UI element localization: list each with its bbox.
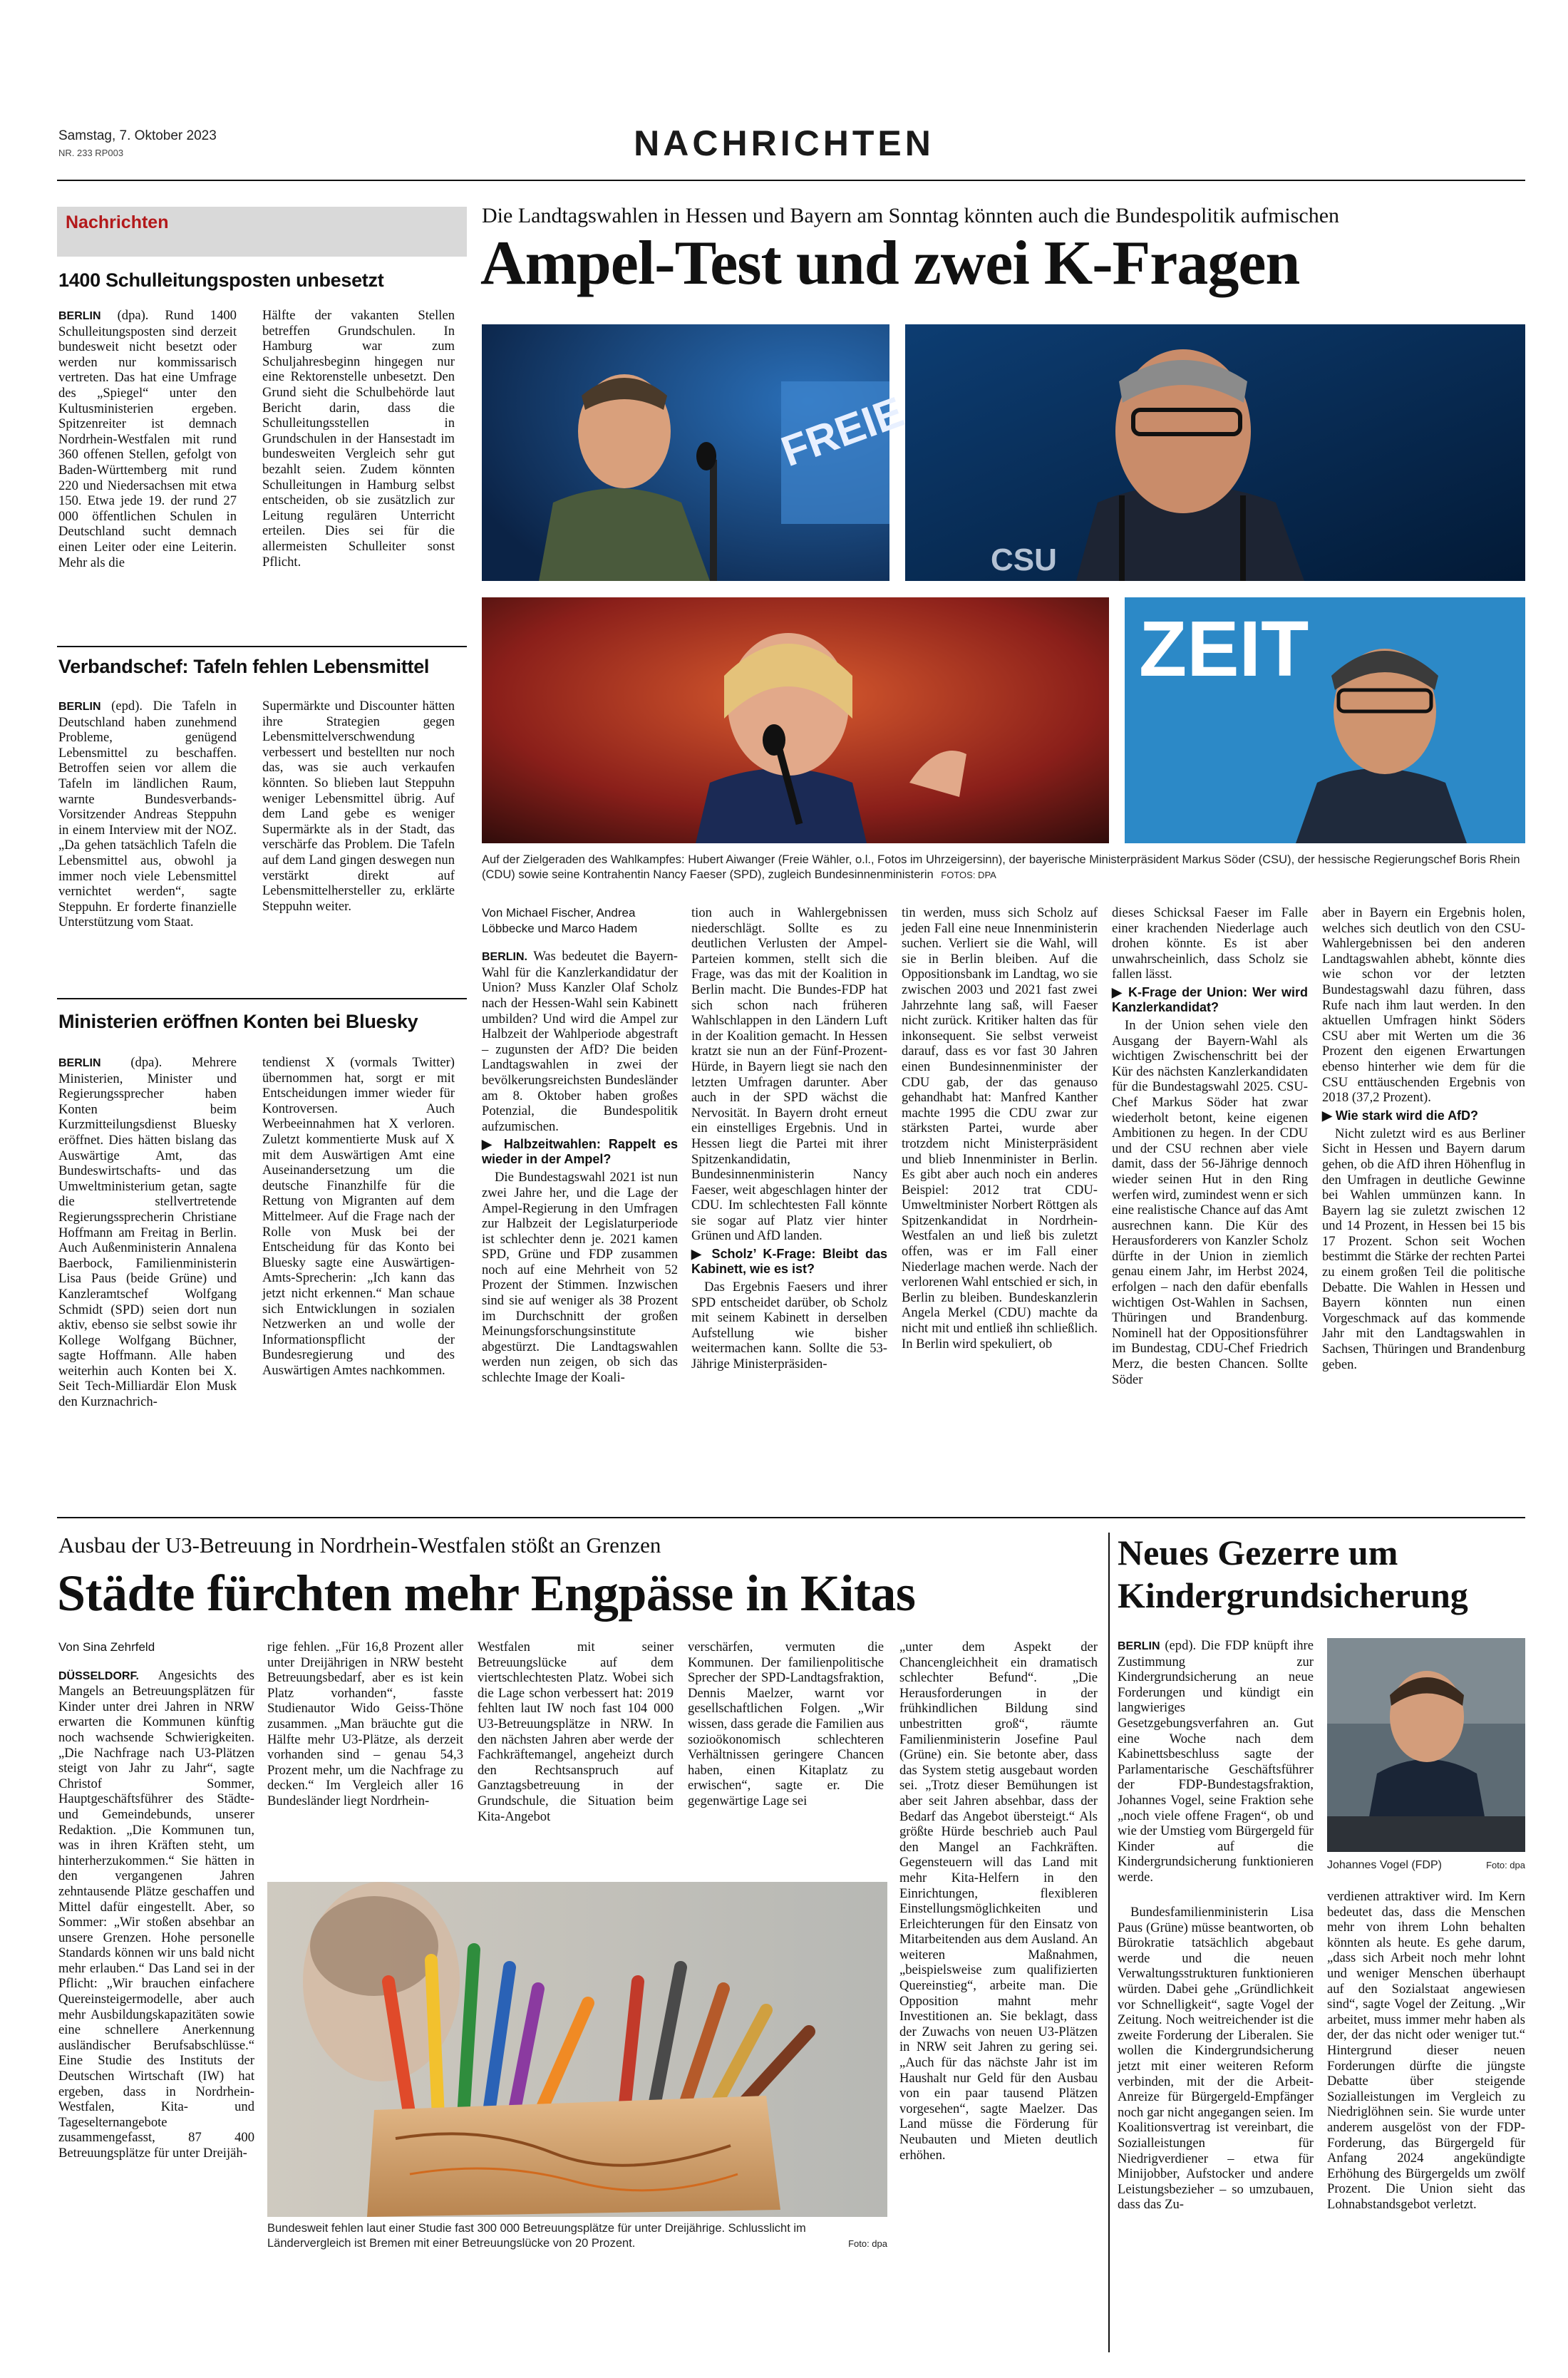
photo-soeder [905, 324, 1525, 581]
dateline: BERLIN [1118, 1640, 1160, 1652]
kitas-kicker: Ausbau der U3-Betreuung in Nordrhein-Westfalen stößt an Grenzen [58, 1533, 661, 1558]
photo-vogel [1327, 1638, 1525, 1852]
agency: (dpa). [130, 1055, 163, 1070]
caption-text: Bundesweit fehlen laut einer Studie fast 300 000 Betreuungsplätze für unter Dreijährige. Schlusslicht im Ländervergleich ist Bremen mit einer Betreuungslücke von 20 Prozent. [267, 2222, 806, 2250]
column-divider [1108, 1533, 1110, 2352]
photo-sign-text: ZEIT [1139, 605, 1309, 693]
lead-col1 [482, 905, 678, 1504]
kitas-col5 [899, 1640, 1098, 2352]
photo-credit: Foto: dpa [1486, 1860, 1525, 1870]
kitas-col1 [58, 1640, 254, 2352]
edition-number: NR. 233 RP003 [58, 148, 124, 158]
story-text: dieses Schicksal Faeser im Falle einer krachenden Niederlage auch drohen könnte. Es ist aber unwahrscheinlich, dass Scholz sie fallen lässt. [1112, 905, 1308, 982]
kinder-photo-caption [1327, 1858, 1525, 1873]
section-title: NACHRICHTEN [634, 123, 934, 163]
story-schulleitung-col2 [262, 308, 455, 636]
story-text: verschärfen, vermuten die Kommunen. Der familienpolitische Sprecher der SPD-Landtagsfraktion, Dennis Maelzer, warnt vor gesellschaftlichen Folgen. „Wir wissen, dass gerade die Familien aus sozioökonomisch schlechteren Verhältnissen geringere Chancen haben, einen Kitaplatz zu erwischen“, sagte er. Die gegenwärtige Lage sei [688, 1640, 884, 1808]
story-text: Das Ergebnis Faesers und ihrer SPD entscheidet darüber, ob Scholz mit seinem Kabinett in derselben Aufstellung wie bisher weitermachen kann. Sollte die 53-Jährige Ministerpräsiden- [691, 1280, 887, 1372]
agency: (dpa). [117, 308, 149, 323]
story-text: aber in Bayern ein Ergebnis holen, welches sich deutlich von den CSU-Wahlergebnissen bei den anderen Landtagswahlen abhebt, könnte dies wie schon vor der letzten Bundestagswahl dazu führen, dass Rufe nach ihm laut werden. In den aktuellen Umfragen hinkt Söders CSU aber mit Werten um die 36 Prozent den eigenen Erwartungen ebenso hinterher wie dem für die CSU enttäuschenden Ergebnis von 2018 (37,2 Prozent). [1322, 905, 1525, 1106]
sidebar-label: Nachrichten [66, 212, 169, 232]
caption-text: Johannes Vogel (FDP) [1327, 1859, 1442, 1871]
photo-sign-text: CSU [991, 542, 1057, 577]
byline: Von Sina Zehrfeld [58, 1640, 155, 1654]
story-text: Hälfte der vakanten Stellen betreffen Grundschulen. In Hamburg war zum Schuljahresbeginn hingegen nur eine Rektorenstelle unbesetzt. Den Grund sieht die Schulbehörde laut Bericht darin, dass die Schulleitungsstellen in Grundschulen in der Hansestadt im bundesweiten Vergleich sehr gut bezahlt seien. Zudem könnten Schulleitungen in Hamburg selbst entscheiden, ob sie zusätzlich zur Leitung regulären Unterricht erteilen. Dies sei für die allermeisten Schulleiter sonst Pflicht. [262, 308, 455, 570]
dateline: BERLIN. [482, 951, 527, 964]
masthead-rule [57, 180, 1525, 181]
photo-credit: Foto: dpa [848, 2238, 887, 2249]
story-schulleitung-col1 [58, 308, 237, 636]
lead-col4 [1112, 905, 1308, 1504]
story-text: Die Bundestagswahl 2021 ist nun zwei Jahre her, und die Lage der Ampel-Regierung in den Umfragen zur Halbzeit der Legislaturperiode ist schlechter denn je. 2021 kamen SPD, Grüne und FDP zusammen noch auf eine Mehrheit von 52 Prozent der Stimmen. Inzwischen sind sie auf weniger als 38 Prozent im Durchschnitt der großen Meinungsforschungsinstitute abgestürzt. Die Landtagswahlen werden nun zeigen, ob sich das schlechte Image der Koali- [482, 1170, 678, 1386]
caption-text: Auf der Zielgeraden des Wahlkampfes: Hubert Aiwanger (Freie Wähler, o.l., Fotos im Uhrzeigersinn), der bayerische Ministerpräsident Markus Söder (CSU), der hessische Regierungschef Boris Rhein (CDU) sowie seine Kontrahentin Nancy Faeser (SPD), zugleich Bundesinnenministerin [482, 853, 1520, 881]
story-text: Was bedeutet die Bayern-Wahl für die Kanzlerkandidatur der Union? Muss Kanzler Olaf Scholz nach der Hessen-Wahl sein Kabinett umbilden? Und wird die Ampel zur Halbzeit der Wahlperiode abgestraft – zugunsten der AfD? Die beiden Landtagswahlen in zwei der bevölkerungsreichsten Bundesländer am 8. Oktober haben großes Potenzial, die Bundespolitik aufzumischen. [482, 949, 679, 1134]
kitas-photo-caption [267, 2221, 887, 2251]
story-text: Supermärkte und Discounter hätten ihre Strategien gegen Lebensmittelverschwendung verbessert und bestellten nur noch das, was sie auch verkaufen könnten. So blieben laut Steppuhn weniger Lebensmittel übrig. Auf dem Land gebe es weniger Supermärkte als in der Stadt, das verschärfe das Problem. Die Tafeln auf dem Land gingen deswegen nun verstärkt direkt auf Lebensmittelhersteller zu, erklärte Steppuhn weiter. [262, 699, 455, 914]
story-bluesky-col2 [262, 1055, 455, 1472]
agency: (epd). [111, 699, 143, 714]
subheading: ▶ K-Frage der Union: Wer wird Kanzlerkandidat? [1112, 984, 1308, 1014]
story-text: Mehrere Ministerien, Minister und Regierungssprecher haben Konten beim Kurzmitteilungsdienst Bluesky eröffnet. Dies hätten bislang das Auswärtige Amt, das Bundeswirtschafts- und das Umweltministerium getan, sagte die stellvertretende Regierungssprecherin Christiane Hoffmann am Freitag in Berlin. Auch Außenministerin Annalena Baerbock, Familienministerin Lisa Paus (beide Grüne) und Kanzleramtschef Wolfgang Schmidt (SPD) seien dort nun aktiv, ebenso sie selbst sowie ihr Kollege Wolfgang Büchner, sagte Hoffmann. Alle haben weiterhin auch Konten bei X. Seit Tech-Milliardär Elon Musk den Kurznachrich- [58, 1055, 237, 1410]
dateline: DÜSSELDORF. [58, 1669, 139, 1682]
divider [57, 998, 467, 999]
byline: Von Michael Fischer, Andrea Löbbecke und Marco Hadem [482, 906, 638, 935]
story-text: Die FDP knüpft ihre Zustimmung zur Kindergrundsicherung an neue Forderungen und kündigt ein langwieriges Gesetzgebungsverfahren an. Gut eine Woche nach dem Kabinettsbeschluss sagte der Parlamentarische Geschäftsführer der FDP-Bundestagsfraktion, Johannes Vogel, seine Fraktion sehe „noch viele offene Fragen“, ob und wie der Umstieg vom Bürgergeld für Kinder auf die Kindergrundsicherung funktionieren werde. [1118, 1638, 1314, 1885]
photo-sign-text: FREIE [775, 387, 910, 476]
photo-aiwanger [482, 324, 910, 581]
dateline: BERLIN [58, 1057, 101, 1069]
story-text: tendienst X (vormals Twitter) übernommen hat, sorgt er mit Entscheidungen immer wieder für Kontroversen. Auch Werbeeinnahmen hat X verloren. Zuletzt kommentierte Musk auf X mit dem Auswärtigen Amt eine Auseinandersetzung um die deutsche Finanzhilfe für die Rettung von Migranten auf dem Mittelmeer. Auf die Frage nach der Rolle von Musk bei der Entscheidung für das Konto bei Bluesky sagte eine Auswärtigen-Amts-Sprecherin: „Ich kann das jetzt nicht erkennen.“ Man schaue sich Entwicklungen in sozialen Netzwerken an und wolle der Informationspflicht der Bundesregierung und des Auswärtigen Amtes nachkommen. [262, 1055, 455, 1378]
kitas-col4 [688, 1640, 884, 1875]
photo-crayons [267, 1882, 887, 2217]
story-bluesky-col1 [58, 1055, 237, 1472]
story-text: In der Union sehen viele den Ausgang der Bayern-Wahl als wichtigen Zwischenschritt bei der Kür des nächsten Kanzlerkandidaten für die Bundestagswahl 2025. CSU-Chef Markus Söder hat zwar wiederholt betont, keine eigenen Ambitionen zu hegen. In der CDU und der CSU rechnen aber viele damit, dass der 56-Jährige dennoch wieder seinen Hut in den Ring werfen wird, zumindest wenn er sich eine realistische Chance auf das Amt ausrechnen kann. Die Kür des Herausforderers von Kanzler Scholz dürfte in der Union in ziemlich genau einem Jahr, im Herbst 2024, erfolgen – nach den dafür ebenfalls wichtigen Ost-Wahlen in Sachsen, Thüringen und Brandenburg. Nominell hat der Oppositionsführer im Bundestag, CDU-Chef Friedrich Merz, die besten Chancen. Sollte Söder [1112, 1017, 1308, 1387]
story-text: tion auch in Wahlergebnissen niederschlägt. Sollte es zu deutlichen Verlusten der Ampel-Parteien kommen, stellt sich die Frage, was das mit der Koalition in Berlin macht. Die Bundes-FDP hat sich schon nach früheren Wahlschlappen in den Ländern Luft in der Koalition gemacht. In Hessen kratzt sie nun an der Fünf-Prozent-Hürde, in Bayern liegt sie nach den letzten Umfragen darunter. Aber auch in der SPD wächst die Nervosität. In Bayern droht erneut ein einstelliges Ergebnis. Und in Hessen liegt die Partei mit ihrer Spitzenkandidatin, Bundesinnenministerin Nancy Faeser, weit abgeschlagen hinter der CDU. Im schlechtesten Fall könnte sie sogar auf Platz vier hinter Grünen und AfD landen. [691, 905, 887, 1244]
kinder-col2 [1327, 1889, 1525, 2352]
story-headline-tafeln: Verbandschef: Tafeln fehlen Lebensmittel [58, 656, 430, 677]
kitas-col2 [267, 1640, 463, 1875]
dateline: BERLIN [58, 701, 101, 713]
story-text: Die Tafeln in Deutschland haben zunehmend Probleme, genügend Lebensmittel zu beschaffen. Betroffen seien vor allem die Tafeln im ländlichen Raum, warnte Bundesverbands-Vorsitzender Andreas Steppuhn in einem Interview mit der NOZ. „Da gehen tatsächlich Tafeln die Lebensmittel aus, obwohl ja immer noch viele Lebensmittel vernichtet werden“, sagte Steppuhn. Er forderte finanzielle Unterstützung vom Staat. [58, 699, 237, 930]
kinder-headline: Neues Gezerre um Kindergrundsicherung [1118, 1533, 1468, 1615]
lead-kicker: Die Landtagswahlen in Hessen und Bayern am Sonntag könnten auch die Bundespolitik aufmischen [482, 204, 1340, 227]
story-text: „unter dem Aspekt der Chancengleichheit ein dramatisch schlechter Befund“. „Die Herausforderungen in der frühkindlichen Bildung sind unbestritten groß“, räumte Familienministerin Josefine Paul (Grüne) ein. Sie betonte aber, dass das System stetig ausgebaut worden sei. „Trotz dieser Bemühungen ist aber seit Jahren absehbar, dass der Bedarf das Angebot übersteigt.“ Als größte Hürde beschrieb auch Paul den Mangel an Fachkräften. Gegensteuern will das Land mit mehr Kita-Helfern in den Einrichtungen, flexibleren Einstellungsmöglichkeiten und Erleichterungen für den Einsatz von Mitarbeitenden aus dem Ausland. An weiteren Maßnahmen, „beispielsweise zum qualifizierten Quereinstieg“, arbeite man. Die Opposition mahnt mehr Investitionen an. Sie beklagt, dass der Zuwachs von neuen U3-Plätzen in NRW seit Jahren zu gering sei. „Auch für das nächste Jahr ist im Haushalt nur Geld für den Ausbau von ein paar tausend Plätzen vorgesehen“, sagte Maelzer. Das Land müsse die Förderung für Neubauten und Mieten deutlich erhöhen. [899, 1640, 1098, 2163]
dateline: BERLIN [58, 310, 101, 322]
lead-col2 [691, 905, 887, 1504]
lead-photo-caption [482, 853, 1525, 882]
page-date: Samstag, 7. Oktober 2023 [58, 128, 217, 143]
story-text: verdienen attraktiver wird. Im Kern bedeutet das, dass die Menschen mehr von ihrem Lohn behalten könnten als heute. Es gehe darum, „dass sich Arbeit noch mehr lohnt und weniger Menschen überhaupt auf den Sozialstaat angewiesen sind“, sagte Vogel der Zeitung. „Wir arbeitet, muss immer mehr haben als der, der das nicht oder weniger tut.“ Hintergrund dieser neuen Forderungen dürfte die jüngste Debatte über steigende Sozialleistungen im Vergleich zu Niedriglöhnen sein. Sie wurde unter anderem ausgelöst von der FDP-Forderung, das Bürgergeld für Anfang 2024 angekündigte Erhöhung des Bürgergelds um zwölf Prozent. Die Union sieht das Lohnabstandsgebot verletzt. [1327, 1889, 1525, 2212]
story-tafeln-col2 [262, 699, 455, 991]
subheading: ▶ Halbzeitwahlen: Rappelt es wieder in der Ampel? [482, 1137, 678, 1167]
story-headline-bluesky: Ministerien eröffnen Konten bei Bluesky [58, 1011, 418, 1032]
story-text: Westfalen mit seiner Betreuungslücke auf dem viertschlechtesten Platz. Wobei sich die Lage schon verbessert hat: 2019 fehlten laut IW noch fast 104 000 U3-Betreuungsplätze in NRW. In den nächsten Jahren aber werde der Fachkräftemangel, angeheizt durch den Rechtsanspruch auf Ganztagsbetreuung in der Grundschule, die Situation beim Kita-Angebot [478, 1640, 674, 1824]
kitas-headline: Städte fürchten mehr Engpässe in Kitas [57, 1565, 916, 1622]
agency: (epd). [1165, 1638, 1197, 1653]
kinder-col1b [1118, 1905, 1314, 2352]
kinder-col1a [1118, 1638, 1314, 1902]
story-text: tin werden, muss sich Scholz auf jeden Fall eine neue Innenministerin suchen. Verliert sie die Wahl, will sie in Berlin bleiben. Auf die Oppositionsbank im Landtag, wo sie zwischen 2003 und 2021 fast zwei Jahrzehnte lang saß, will Faeser nicht zurück. Kritiker halten das für inkonsequent. Sie selbst verweist darauf, dass es vor fast 30 Jahren einen Bundesinnenminister der CDU gab, der das genauso gehandhabt hat: Manfred Kanther machte 1995 die CDU zwar zur stärksten Partei, wurde aber trotzdem nicht Ministerpräsident und blieb Innenminister in Berlin. Es gibt aber auch noch ein anderes Beispiel: 2012 trat CDU-Umweltminister Norbert Röttgen als Spitzenkandidat in Nordrhein-Westfalen an und ließ bis zuletzt offen, was er im Fall einer Niederlage machen werde. Nach der verlorenen Wahl entschied er sich, in Berlin zu bleiben. Bundeskanzlerin Angela Merkel (CDU) machte da nicht mit und entließ ihn schließlich. In Berlin wird spekuliert, ob [902, 905, 1098, 1352]
story-text: Rund 1400 Schulleitungsposten sind derzeit bundesweit nicht besetzt oder werden nur kommissarisch vertreten. Das hat eine Umfrage des „Spiegel“ unter den Kultusministerien ergeben. Spitzenreiter ist demnach Nordrhein-Westfalen mit rund 360 offenen Stellen, gefolgt von Baden-Württemberg mit rund 220 und Niedersachsen mit etwa 150. Etwa jede 19. der rund 27 000 öffentlichen Schulen in Deutschland sucht demnach einen Leiter oder eine Leiterin. Mehr als die [58, 308, 237, 570]
kitas-col3 [478, 1640, 674, 1875]
photo-rhein [1125, 597, 1525, 843]
lead-col3 [902, 905, 1098, 1504]
divider [57, 646, 467, 647]
story-text: Angesichts des Mangels an Betreuungsplätzen für Kinder unter drei Jahren in NRW erwarten die Kommunen künftig noch wachsende Schwierigkeiten. „Die Nachfrage nach U3-Plätzen steigt von Jahr zu Jahr“, sagte Christof Sommer, Hauptgeschäftsführer des Städte- und Gemeindebunds, unserer Redaktion. „Die Kommunen tun, was in ihren Kräften steht, um hinterherzukommen.“ Sie hätten in den vergangenen Jahren zehntausende Plätze geschaffen und Mittel dafür eingestellt. Aber, so Sommer: „Wir stoßen absehbar an unsere Grenzen. Hohe personelle Standards können wir uns bald nicht mehr erlauben.“ Das Land sei in der Pflicht: „Wir brauchen einfachere Quereinsteigermodelle, aber auch mehr Ausbildungskapazitäten sowie eine schnellere Anerkennung ausländischer Berufsabschlüsse.“ Eine Studie des Instituts der Deutschen Wirtschaft (IW) hat ergeben, dass in Nordrhein-Westfalen, Kita- und Tageselternangebote zusammengefasst, 87 400 Betreuungsplätze für unter Dreijäh- [58, 1667, 254, 2161]
photo-faeser [482, 597, 1109, 843]
story-text: Nicht zuletzt wird es aus Berliner Sicht in Hessen und Bayern darum gehen, ob die AfD ihren Höhenflug in den Umfragen in deutliche Gewinne bei Wahlen ummünzen kann. In Bayern lag sie zuletzt zwischen 12 und 14 Prozent, in Hessen bei 15 bis 17 Prozent. Schon seit Wochen bestimmt die Stärke der rechten Partei zu einem großen Teil die politische Debatte. Die Wahlen in Hessen und Bayern könnten nun einen Vorgeschmack auf das kommende Jahr mit den Landtagswahlen in Sachsen, Thüringen und Brandenburg geben. [1322, 1126, 1525, 1372]
story-text: rige fehlen. „Für 16,8 Prozent aller unter Dreijährigen in NRW besteht Betreuungsbedarf, aber es ist kein Platz vorhanden“, fasste Studienautor Wido Geiss-Thöne zusammen. „Man bräuchte gut die Hälfte mehr U3-Plätze, als derzeit vorhanden sind – genau 54,3 Prozent mehr, um die Nachfrage zu decken.“ Im Vergleich aller 16 Bundesländer liegt Nordrhein- [267, 1640, 463, 1808]
subheading: ▶ Scholz’ K-Frage: Bleibt das Kabinett, wie es ist? [691, 1247, 888, 1277]
photo-credit: FOTOS: DPA [941, 870, 996, 880]
story-headline-schulleitung: 1400 Schulleitungsposten unbesetzt [58, 269, 384, 291]
lead-col5 [1322, 905, 1525, 1504]
lead-headline: Ampel-Test und zwei K-Fragen [480, 229, 1300, 298]
section-divider [57, 1517, 1525, 1518]
subheading: ▶ Wie stark wird die AfD? [1322, 1108, 1479, 1123]
story-text: Bundesfamilienministerin Lisa Paus (Grüne) müsse beantworten, ob Bürokratie tatsächlich abgebaut werde und die neuen Verwaltungsstrukturen funktionieren würden. Dabei gehe „Gründlichkeit vor Schnelligkeit“, sagte Vogel der Zeitung. Noch weitreichender ist die zweite Forderung der Liberalen. Sie wollen die Kindergrundsicherung jetzt mit einer weiteren Reform verbinden, mit der die Arbeit-Anreize für Bürgergeld-Empfänger noch gar nicht angegangen seien. Im Koalitionsvertrag ist vereinbart, die Sozialleistungen für Niedrigverdiener – etwa für Minijobber, Aufstocker und andere Leistungsbezieher – so umzubauen, dass das Zu- [1118, 1905, 1314, 2213]
story-tafeln-col1 [58, 699, 237, 991]
